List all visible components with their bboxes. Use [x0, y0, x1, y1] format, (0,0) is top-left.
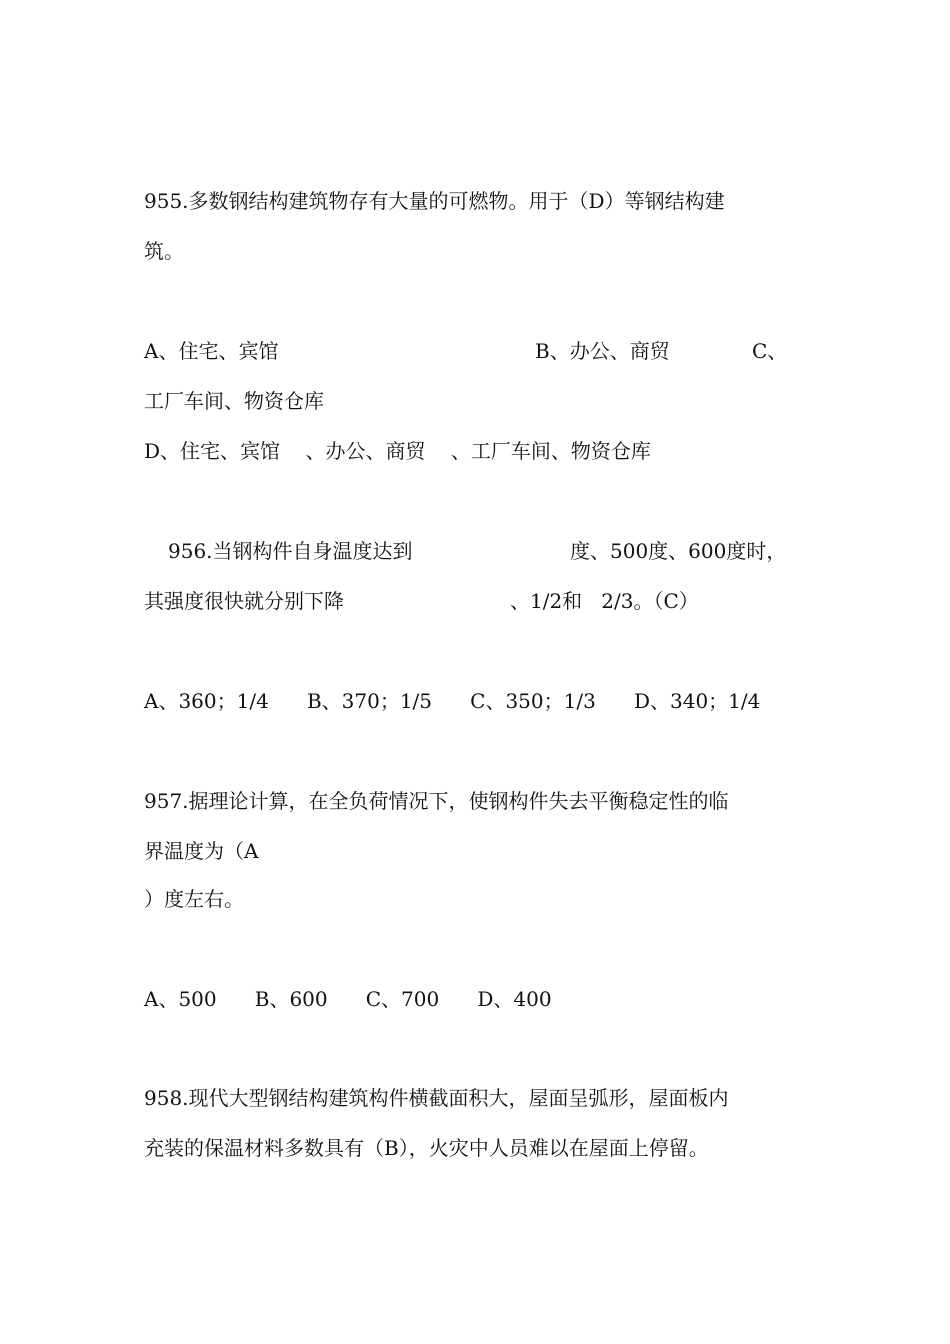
q955-option-b: B、办公、商贸	[535, 339, 670, 363]
q955-option-a: A、住宅、宾馆	[144, 339, 279, 363]
q956-line-2a: 其强度很快就分别下降	[144, 589, 344, 613]
q955-option-c-prefix: C、	[752, 339, 788, 363]
q958-line-2: 充装的保温材料多数具有（B），火灾中人员难以在屋面上停留。	[144, 1136, 709, 1160]
q956-line-1b: 度、500度、600度时，	[570, 539, 787, 563]
q955-line-1: 955.多数钢结构建筑物存有大量的可燃物。用于（D）等钢结构建	[144, 189, 725, 213]
q956-line-1a: 956.当钢构件自身温度达到	[168, 539, 413, 563]
q955-line-2: 筑。	[144, 239, 184, 263]
q957-line-1: 957.据理论计算，在全负荷情况下，使钢构件失去平衡稳定性的临	[144, 789, 729, 813]
q957-line-3: ）度左右。	[144, 887, 244, 911]
q957-line-2: 界温度为（A	[144, 839, 259, 863]
q958-line-1: 958.现代大型钢结构建筑构件横截面积大，屋面呈弧形，屋面板内	[144, 1086, 729, 1110]
q955-option-c-text: 工厂车间、物资仓库	[144, 389, 324, 413]
q956-options: A、360；1/4 B、370；1/5 C、350；1/3 D、340；1/4	[144, 689, 761, 713]
q956-line-2b: 、1/2和 2/3。（C）	[510, 589, 699, 613]
q957-options: A、500 B、600 C、700 D、400	[144, 987, 552, 1011]
q955-option-d: D、住宅、宾馆 、办公、商贸 、工厂车间、物资仓库	[144, 439, 651, 463]
